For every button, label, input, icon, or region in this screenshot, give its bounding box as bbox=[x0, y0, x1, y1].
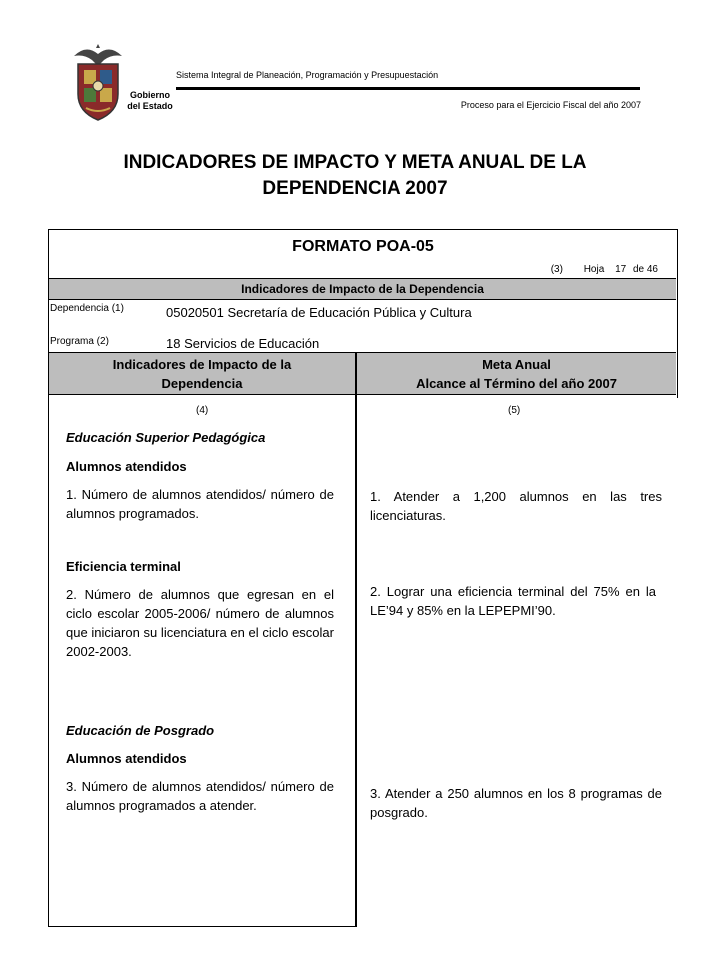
gov-line-2: del Estado bbox=[127, 101, 173, 111]
subheading-alumnos-3: Alumnos atendidos bbox=[66, 751, 187, 766]
state-seal-logo bbox=[70, 42, 126, 122]
title-line-2: DEPENDENCIA 2007 bbox=[262, 178, 448, 199]
column-header-meta bbox=[357, 352, 676, 395]
subheading-alumnos-1: Alumnos atendidos bbox=[66, 459, 187, 474]
sheet-indicator bbox=[551, 264, 658, 275]
column-number-4: (4) bbox=[196, 405, 209, 416]
government-label bbox=[122, 90, 178, 112]
col-left-line-2: Dependencia bbox=[161, 376, 243, 391]
programa-value: 18 Servicios de Educación bbox=[166, 336, 320, 351]
dependencia-label: Dependencia (1) bbox=[50, 303, 124, 314]
section-heading-superior: Educación Superior Pedagógica bbox=[66, 430, 266, 445]
sheet-total: de 46 bbox=[632, 264, 658, 275]
column-number-5: (5) bbox=[508, 405, 521, 416]
gov-line-1: Gobierno bbox=[130, 90, 170, 100]
column-header-indicators bbox=[49, 352, 355, 395]
frame-left-border bbox=[48, 229, 49, 927]
col-right-line-2: Alcance al Término del año 2007 bbox=[416, 376, 617, 391]
indicator-3: 3. Número de alumnos atendidos/ número de alumnos programados a atender. bbox=[66, 779, 334, 813]
form-name: FORMATO POA-05 bbox=[292, 238, 434, 255]
subheading-eficiencia: Eficiencia terminal bbox=[66, 559, 181, 574]
process-label: Proceso para el Ejercicio Fiscal del año 2007 bbox=[460, 100, 641, 110]
column-divider bbox=[355, 352, 357, 927]
form-ref: (3) bbox=[550, 264, 563, 275]
col-left-line-1: Indicadores de Impacto de la bbox=[112, 357, 292, 372]
sheet-label: Hoja bbox=[583, 264, 605, 275]
section-heading-posgrado: Educación de Posgrado bbox=[66, 723, 215, 738]
sheet-number: 17 bbox=[615, 264, 627, 275]
meta-1: 1. Atender a 1,200 alumnos en las tres licenciaturas. bbox=[370, 489, 662, 523]
page-title bbox=[60, 150, 650, 202]
meta-3: 3. Atender a 250 alumnos en los 8 programas de posgrado. bbox=[370, 786, 662, 820]
header-rule bbox=[176, 87, 640, 90]
meta-2: 2. Lograr una eficiencia terminal del 75% en la LE’94 y 85% en la LEPEPMI’90. bbox=[370, 584, 656, 618]
system-name: Sistema Integral de Planeación, Programación y Presupuestación bbox=[176, 70, 439, 80]
programa-label: Programa (2) bbox=[50, 336, 109, 347]
frame-bottom-border bbox=[48, 926, 356, 927]
title-line-1: INDICADORES DE IMPACTO Y META ANUAL DE LA bbox=[123, 152, 587, 173]
frame-right-tick bbox=[677, 396, 678, 398]
indicator-2: 2. Número de alumnos que egresan en el ciclo escolar 2005-2006/ número de alumnos que iniciaron su licenciatura en el ciclo escolar 2002-2003. bbox=[66, 587, 334, 659]
frame-top-border bbox=[48, 229, 678, 230]
col-right-line-1: Meta Anual bbox=[482, 357, 551, 372]
section-band: Indicadores de Impacto de la Dependencia bbox=[49, 278, 676, 300]
dependencia-value: 05020501 Secretaría de Educación Pública y Cultura bbox=[166, 305, 472, 320]
indicator-1: 1. Número de alumnos atendidos/ número de alumnos programados. bbox=[66, 487, 334, 521]
